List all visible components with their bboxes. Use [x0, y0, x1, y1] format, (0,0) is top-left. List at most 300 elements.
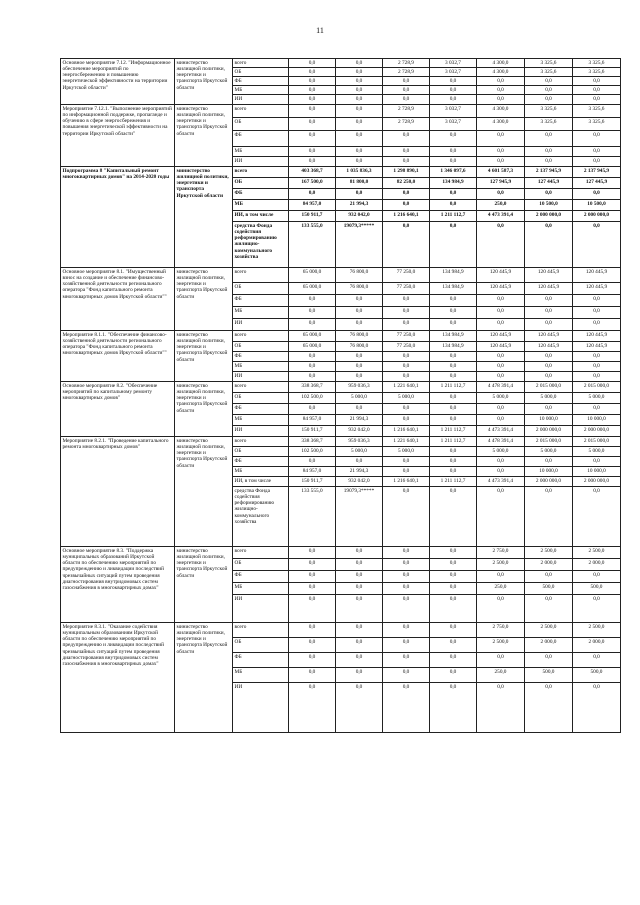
amount-cell: 5 000,0: [477, 447, 525, 457]
amount-cell: 2 500,0: [573, 547, 621, 559]
amount-cell: 0,0: [477, 595, 525, 623]
funding-source: ОБ: [233, 68, 289, 77]
amount-cell: 2 000,0: [525, 559, 573, 571]
amount-cell: 0,0: [383, 307, 430, 319]
amount-cell: 4 478 391,4: [477, 382, 525, 393]
amount-cell: 127 445,9: [525, 178, 573, 189]
amount-cell: 2 000 000,0: [525, 426, 573, 437]
amount-cell: 133 555,0: [289, 222, 336, 268]
amount-cell: 0,0: [525, 157, 573, 167]
funding-source: всего: [233, 268, 289, 283]
amount-cell: 120 445,9: [525, 268, 573, 283]
funding-source: ФБ: [233, 131, 289, 147]
funding-source: ФБ: [233, 404, 289, 415]
amount-cell: 0,0: [477, 683, 525, 733]
amount-cell: 0,0: [430, 571, 477, 583]
funding-source: ИИ, в том числе: [233, 211, 289, 222]
amount-cell: 0,0: [289, 583, 336, 595]
amount-cell: 0,0: [289, 352, 336, 362]
funding-source: МБ: [233, 415, 289, 426]
amount-cell: 0,0: [477, 86, 525, 95]
amount-cell: 0,0: [477, 295, 525, 307]
amount-cell: 0,0: [383, 319, 430, 331]
amount-cell: 0,0: [573, 683, 621, 733]
amount-cell: 3 325,6: [525, 59, 573, 68]
measure-description: Основное мероприятие 8.2. "Обеспечение мероприятий по капитальному ремонту многоквартирных домов": [61, 382, 175, 437]
amount-cell: 0,0: [336, 638, 383, 653]
amount-cell: 19079,3*****: [336, 487, 383, 547]
amount-cell: 120 445,9: [477, 283, 525, 295]
funding-source: МБ: [233, 200, 289, 211]
amount-cell: 102 500,0: [289, 447, 336, 457]
amount-cell: 0,0: [336, 319, 383, 331]
amount-cell: 0,0: [289, 623, 336, 638]
amount-cell: 0,0: [525, 307, 573, 319]
responsible-executor: министерство жилищной политики, энергетики и транспорта Иркутской области: [175, 59, 233, 105]
amount-cell: 65 000,0: [289, 331, 336, 342]
funding-source: ОБ: [233, 559, 289, 571]
amount-cell: 0,0: [573, 95, 621, 105]
amount-cell: 0,0: [525, 683, 573, 733]
amount-cell: 338 368,7: [289, 382, 336, 393]
funding-source: ОБ: [233, 178, 289, 189]
amount-cell: 0,0: [525, 404, 573, 415]
amount-cell: 0,0: [336, 59, 383, 68]
amount-cell: 0,0: [289, 595, 336, 623]
funding-source: ОБ: [233, 638, 289, 653]
amount-cell: 120 445,9: [525, 283, 573, 295]
amount-cell: 0,0: [525, 487, 573, 547]
funding-source: ИИ: [233, 157, 289, 167]
amount-cell: 0,0: [383, 583, 430, 595]
amount-cell: 84 957,0: [289, 467, 336, 477]
amount-cell: 77 250,0: [383, 331, 430, 342]
amount-cell: 0,0: [430, 77, 477, 86]
amount-cell: 0,0: [289, 547, 336, 559]
measure-description: Основное мероприятие 8.3. "Поддержка муниципальных образований Иркутской области по обеспечению мероприятий по предупреждению и ликвидации последствий чрезвычайных ситуаций путем проведения диагностирования внутридомовых систем газоснабжения в многоквартирных домах": [61, 547, 175, 623]
funding-source: ИИ: [233, 372, 289, 382]
amount-cell: 403 368,7: [289, 167, 336, 178]
amount-cell: 2 750,0: [477, 547, 525, 559]
amount-cell: 0,0: [430, 86, 477, 95]
amount-cell: 2 500,0: [525, 547, 573, 559]
amount-cell: 0,0: [573, 222, 621, 268]
amount-cell: 0,0: [477, 157, 525, 167]
amount-cell: 0,0: [477, 131, 525, 147]
funding-source: МБ: [233, 668, 289, 683]
budget-table-body: [61, 59, 621, 733]
amount-cell: 3 325,6: [525, 105, 573, 118]
measure-description: Мероприятие 8.3.1. "Оказание содействия муниципальным образованиям Иркутской области по обеспечению мероприятий по предупреждению и ликвидации последствий чрезвычайных ситуаций путем проведения диагностирования внутридомовых систем газоснабжения в многоквартирных домах": [61, 623, 175, 733]
amount-cell: 2 000 000,0: [573, 426, 621, 437]
responsible-executor: министерство жилищной политики, энергетики и транспорта Иркутской области: [175, 382, 233, 437]
amount-cell: 0,0: [573, 131, 621, 147]
amount-cell: 0,0: [573, 295, 621, 307]
amount-cell: 3 325,6: [573, 105, 621, 118]
amount-cell: 2 137 945,9: [525, 167, 573, 178]
amount-cell: 0,0: [525, 352, 573, 362]
amount-cell: 0,0: [289, 68, 336, 77]
amount-cell: 0,0: [289, 59, 336, 68]
amount-cell: 5 000,0: [383, 447, 430, 457]
amount-cell: 0,0: [573, 352, 621, 362]
amount-cell: 0,0: [573, 571, 621, 583]
amount-cell: 0,0: [336, 295, 383, 307]
amount-cell: 0,0: [336, 457, 383, 467]
amount-cell: 0,0: [289, 683, 336, 733]
funding-source: МБ: [233, 362, 289, 372]
amount-cell: 0,0: [430, 467, 477, 477]
amount-cell: 120 445,9: [573, 268, 621, 283]
amount-cell: 0,0: [573, 189, 621, 200]
amount-cell: 0,0: [336, 583, 383, 595]
amount-cell: 76 800,0: [336, 342, 383, 352]
funding-source: МБ: [233, 583, 289, 595]
amount-cell: 0,0: [573, 319, 621, 331]
amount-cell: 0,0: [430, 222, 477, 268]
amount-cell: 0,0: [336, 595, 383, 623]
amount-cell: 65 000,0: [289, 283, 336, 295]
amount-cell: 65 000,0: [289, 268, 336, 283]
amount-cell: 0,0: [430, 547, 477, 559]
amount-cell: 959 036,3: [336, 437, 383, 447]
amount-cell: 3 325,6: [525, 118, 573, 131]
funding-source: МБ: [233, 307, 289, 319]
amount-cell: 0,0: [525, 457, 573, 467]
amount-cell: 0,0: [289, 668, 336, 683]
amount-cell: 21 994,3: [336, 415, 383, 426]
amount-cell: 3 325,6: [573, 59, 621, 68]
amount-cell: 1 298 890,1: [383, 167, 430, 178]
amount-cell: 1 221 640,1: [383, 382, 430, 393]
amount-cell: 0,0: [430, 638, 477, 653]
amount-cell: 0,0: [383, 668, 430, 683]
amount-cell: 0,0: [336, 559, 383, 571]
amount-cell: 0,0: [573, 457, 621, 467]
amount-cell: 0,0: [336, 547, 383, 559]
amount-cell: 10 000,0: [573, 467, 621, 477]
amount-cell: 1 221 640,1: [383, 437, 430, 447]
funding-source: всего: [233, 547, 289, 559]
amount-cell: 0,0: [525, 653, 573, 668]
amount-cell: 120 445,9: [573, 331, 621, 342]
amount-cell: 2 000,0: [573, 638, 621, 653]
amount-cell: 0,0: [336, 307, 383, 319]
measure-description: Основное мероприятие 8.1. "Имущественный взнос на создание и обеспечение финансово-хозяйственной деятельности регионального оператора "Фонд капитального ремонта многоквартирных домов Иркутской области"": [61, 268, 175, 331]
amount-cell: 2 015 000,0: [525, 437, 573, 447]
amount-cell: 0,0: [383, 295, 430, 307]
amount-cell: 0,0: [289, 653, 336, 668]
amount-cell: 0,0: [477, 307, 525, 319]
responsible-executor: министерство жилищной политики, энергетики и транспорта Иркутской области: [175, 437, 233, 547]
amount-cell: 4 473 391,4: [477, 211, 525, 222]
amount-cell: 167 500,0: [289, 178, 336, 189]
funding-source: ФБ: [233, 653, 289, 668]
funding-source: средства Фонда содействия реформированию жилищно-коммунального хозяйства: [233, 222, 289, 268]
amount-cell: 77 250,0: [383, 342, 430, 352]
amount-cell: 4 300,0: [477, 68, 525, 77]
funding-source: ФБ: [233, 571, 289, 583]
amount-cell: 2 015 000,0: [573, 382, 621, 393]
amount-cell: 1 216 640,1: [383, 426, 430, 437]
funding-source: ФБ: [233, 189, 289, 200]
amount-cell: 0,0: [430, 623, 477, 638]
amount-cell: 134 984,9: [430, 283, 477, 295]
funding-source: ОБ: [233, 342, 289, 352]
amount-cell: 0,0: [336, 157, 383, 167]
amount-cell: 0,0: [383, 189, 430, 200]
amount-cell: 2 000 000,0: [525, 211, 573, 222]
amount-cell: 0,0: [477, 653, 525, 668]
amount-cell: 127 445,9: [573, 178, 621, 189]
amount-cell: 0,0: [525, 571, 573, 583]
amount-cell: 5 000,0: [573, 393, 621, 404]
amount-cell: 0,0: [383, 200, 430, 211]
amount-cell: 4 478 391,4: [477, 437, 525, 447]
amount-cell: 0,0: [383, 683, 430, 733]
amount-cell: 0,0: [383, 95, 430, 105]
amount-cell: 0,0: [573, 487, 621, 547]
amount-cell: 5 000,0: [573, 447, 621, 457]
amount-cell: 0,0: [336, 571, 383, 583]
amount-cell: 0,0: [573, 404, 621, 415]
amount-cell: 21 994,3: [336, 200, 383, 211]
amount-cell: 0,0: [430, 583, 477, 595]
amount-cell: 0,0: [336, 362, 383, 372]
amount-cell: 3 032,7: [430, 118, 477, 131]
amount-cell: 1 211 112,7: [430, 426, 477, 437]
amount-cell: 0,0: [289, 319, 336, 331]
amount-cell: 120 445,9: [525, 331, 573, 342]
funding-source: ИИ: [233, 95, 289, 105]
amount-cell: 0,0: [430, 372, 477, 382]
amount-cell: 0,0: [289, 86, 336, 95]
amount-cell: 0,0: [336, 118, 383, 131]
amount-cell: 0,0: [477, 457, 525, 467]
amount-cell: 0,0: [383, 147, 430, 157]
amount-cell: 120 445,9: [525, 342, 573, 352]
amount-cell: 1 346 097,6: [430, 167, 477, 178]
amount-cell: 0,0: [430, 595, 477, 623]
amount-cell: 0,0: [289, 189, 336, 200]
amount-cell: 0,0: [383, 352, 430, 362]
amount-cell: 0,0: [383, 86, 430, 95]
amount-cell: 0,0: [430, 683, 477, 733]
amount-cell: 500,0: [525, 668, 573, 683]
amount-cell: 1 035 836,3: [336, 167, 383, 178]
amount-cell: 4 601 587,3: [477, 167, 525, 178]
amount-cell: 120 445,9: [477, 342, 525, 352]
amount-cell: 0,0: [289, 638, 336, 653]
amount-cell: 0,0: [289, 147, 336, 157]
amount-cell: 0,0: [383, 487, 430, 547]
amount-cell: 0,0: [289, 131, 336, 147]
amount-cell: 2 500,0: [525, 623, 573, 638]
amount-cell: 0,0: [477, 352, 525, 362]
amount-cell: 1 211 112,7: [430, 477, 477, 487]
amount-cell: 5 000,0: [477, 393, 525, 404]
amount-cell: 250,0: [477, 200, 525, 211]
amount-cell: 134 984,9: [430, 178, 477, 189]
responsible-executor: министерство жилищной политики, энергетики и транспорта Иркутской области: [175, 167, 233, 268]
amount-cell: 0,0: [336, 86, 383, 95]
table-row: [61, 382, 621, 393]
amount-cell: 0,0: [477, 415, 525, 426]
amount-cell: 2 000,0: [573, 559, 621, 571]
amount-cell: 0,0: [430, 362, 477, 372]
table-row: [61, 331, 621, 342]
amount-cell: 0,0: [383, 467, 430, 477]
amount-cell: 2 015 000,0: [525, 382, 573, 393]
amount-cell: 76 800,0: [336, 268, 383, 283]
amount-cell: 1 216 640,1: [383, 477, 430, 487]
amount-cell: 0,0: [525, 77, 573, 86]
amount-cell: 0,0: [477, 487, 525, 547]
amount-cell: 4 473 391,4: [477, 426, 525, 437]
amount-cell: 76 800,0: [336, 331, 383, 342]
amount-cell: 3 032,7: [430, 68, 477, 77]
funding-source: ОБ: [233, 447, 289, 457]
amount-cell: 76 800,0: [336, 283, 383, 295]
amount-cell: 0,0: [383, 372, 430, 382]
table-row: [61, 623, 621, 638]
amount-cell: 0,0: [336, 131, 383, 147]
amount-cell: 932 042,0: [336, 477, 383, 487]
amount-cell: 0,0: [336, 683, 383, 733]
amount-cell: 3 032,7: [430, 105, 477, 118]
amount-cell: 2 500,0: [477, 559, 525, 571]
amount-cell: 77 250,0: [383, 283, 430, 295]
amount-cell: 3 325,6: [573, 68, 621, 77]
budget-table: [60, 58, 621, 733]
amount-cell: 4 300,0: [477, 105, 525, 118]
amount-cell: 0,0: [525, 86, 573, 95]
funding-source: всего: [233, 382, 289, 393]
amount-cell: 0,0: [383, 571, 430, 583]
amount-cell: 0,0: [383, 362, 430, 372]
responsible-executor: министерство жилищной политики, энергетики и транспорта Иркутской области: [175, 547, 233, 623]
amount-cell: 2 000 000,0: [573, 211, 621, 222]
funding-source: ОБ: [233, 283, 289, 295]
amount-cell: 0,0: [383, 547, 430, 559]
amount-cell: 102 500,0: [289, 393, 336, 404]
amount-cell: 500,0: [525, 583, 573, 595]
funding-source: ИИ: [233, 319, 289, 331]
amount-cell: 0,0: [430, 447, 477, 457]
amount-cell: 84 957,0: [289, 415, 336, 426]
amount-cell: 932 042,0: [336, 426, 383, 437]
amount-cell: 133 555,0: [289, 487, 336, 547]
funding-source: ФБ: [233, 352, 289, 362]
amount-cell: 0,0: [477, 372, 525, 382]
amount-cell: 120 445,9: [573, 342, 621, 352]
amount-cell: 0,0: [336, 352, 383, 362]
amount-cell: 1 211 112,7: [430, 437, 477, 447]
amount-cell: 0,0: [477, 222, 525, 268]
table-row: [61, 167, 621, 178]
amount-cell: 0,0: [430, 307, 477, 319]
amount-cell: 0,0: [383, 595, 430, 623]
amount-cell: 0,0: [525, 131, 573, 147]
funding-source: МБ: [233, 147, 289, 157]
amount-cell: 0,0: [430, 95, 477, 105]
amount-cell: 0,0: [430, 131, 477, 147]
funding-source: всего: [233, 167, 289, 178]
amount-cell: 0,0: [336, 668, 383, 683]
amount-cell: 0,0: [573, 595, 621, 623]
amount-cell: 10 500,0: [573, 200, 621, 211]
amount-cell: 0,0: [383, 404, 430, 415]
amount-cell: 0,0: [289, 157, 336, 167]
amount-cell: 5 000,0: [336, 447, 383, 457]
amount-cell: 0,0: [573, 157, 621, 167]
amount-cell: 4 300,0: [477, 118, 525, 131]
amount-cell: 2 015 000,0: [573, 437, 621, 447]
responsible-executor: министерство жилищной политики, энергетики и транспорта Иркутской области: [175, 331, 233, 382]
amount-cell: 0,0: [336, 653, 383, 668]
table-row: [61, 547, 621, 559]
amount-cell: 0,0: [383, 457, 430, 467]
amount-cell: 0,0: [430, 352, 477, 362]
amount-cell: 82 250,0: [383, 178, 430, 189]
amount-cell: 5 000,0: [383, 393, 430, 404]
amount-cell: 0,0: [383, 157, 430, 167]
amount-cell: 0,0: [289, 307, 336, 319]
funding-source: ФБ: [233, 457, 289, 467]
amount-cell: 0,0: [525, 362, 573, 372]
amount-cell: 0,0: [477, 467, 525, 477]
amount-cell: 0,0: [289, 105, 336, 118]
amount-cell: 0,0: [289, 118, 336, 131]
amount-cell: 0,0: [336, 372, 383, 382]
amount-cell: 150 911,7: [289, 426, 336, 437]
funding-source: ИИ, в том числе: [233, 477, 289, 487]
table-row: [61, 105, 621, 118]
amount-cell: 81 800,0: [336, 178, 383, 189]
amount-cell: 2 728,9: [383, 59, 430, 68]
amount-cell: 0,0: [573, 307, 621, 319]
amount-cell: 0,0: [383, 131, 430, 147]
funding-source: ОБ: [233, 118, 289, 131]
amount-cell: 3 032,7: [430, 59, 477, 68]
measure-description: Основное мероприятие 7.12. "Информационное обеспечение мероприятий по энергосбережению и повышению энергетической эффективности на территории Иркутской области": [61, 59, 175, 105]
amount-cell: 2 137 945,9: [573, 167, 621, 178]
funding-source: ИИ: [233, 595, 289, 623]
amount-cell: 0,0: [336, 105, 383, 118]
amount-cell: 0,0: [477, 147, 525, 157]
funding-source: всего: [233, 331, 289, 342]
amount-cell: 0,0: [289, 372, 336, 382]
amount-cell: 21 994,3: [336, 467, 383, 477]
amount-cell: 127 945,9: [477, 178, 525, 189]
amount-cell: 0,0: [430, 559, 477, 571]
amount-cell: 1 211 112,7: [430, 211, 477, 222]
amount-cell: 120 445,9: [573, 283, 621, 295]
amount-cell: 65 000,0: [289, 342, 336, 352]
amount-cell: 0,0: [477, 571, 525, 583]
amount-cell: 0,0: [573, 653, 621, 668]
amount-cell: 0,0: [525, 147, 573, 157]
amount-cell: 0,0: [336, 623, 383, 638]
amount-cell: 2 000 000,0: [525, 477, 573, 487]
amount-cell: 0,0: [477, 95, 525, 105]
amount-cell: 250,0: [477, 668, 525, 683]
funding-source: МБ: [233, 467, 289, 477]
measure-description: Подпрограмма 8 "Капитальный ремонт многоквартирных домов" на 2014-2020 годы: [61, 167, 175, 268]
measure-description: Мероприятие 8.2.1. "Проведение капитального ремонта многоквартирных домов": [61, 437, 175, 547]
amount-cell: 0,0: [383, 653, 430, 668]
amount-cell: 4 300,0: [477, 59, 525, 68]
